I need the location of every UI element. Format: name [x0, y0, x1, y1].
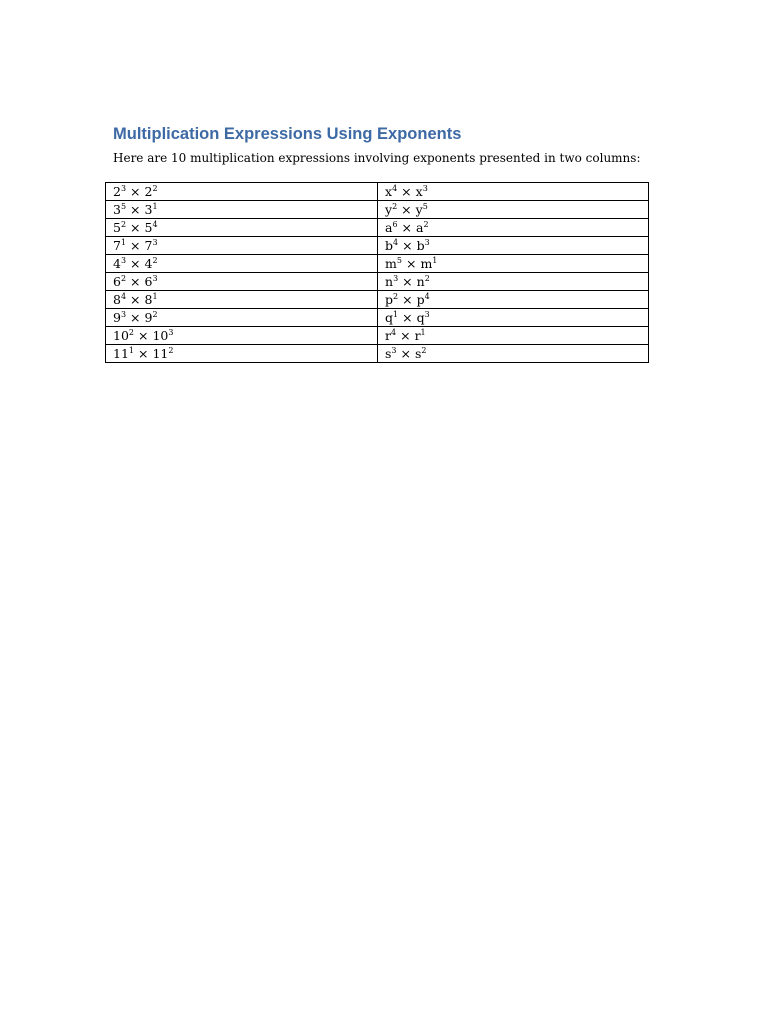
variable-expression-cell	[378, 237, 649, 255]
expression-exponent: 3	[152, 238, 158, 247]
expression-exponent: 2	[393, 292, 399, 301]
expression-exponent: 4	[390, 328, 397, 337]
expression-base: 4	[113, 256, 121, 271]
multiply-sign: ×	[402, 238, 413, 253]
expression-base: 5	[144, 220, 153, 235]
expression-exponent: 1	[152, 202, 158, 211]
expression-exponent: 4	[424, 292, 430, 301]
expression-exponent: 2	[392, 202, 398, 211]
numeric-expression-cell	[106, 183, 378, 201]
variable-expression-cell	[378, 219, 649, 237]
expression-exponent: 1	[420, 328, 426, 337]
expression-base: 6	[113, 274, 121, 289]
expression-exponent: 3	[393, 274, 399, 283]
page-title: Multiplication Expressions Using Exponents	[113, 125, 462, 143]
expression-exponent: 4	[152, 220, 158, 229]
expression-base: n	[385, 274, 394, 289]
intro-paragraph: Here are 10 multiplication expressions involving exponents presented in two columns:	[113, 151, 641, 165]
variable-expression-cell	[378, 291, 649, 309]
expression-exponent: 3	[152, 274, 158, 283]
multiply-sign: ×	[402, 292, 413, 307]
expression-base: 2	[113, 184, 121, 199]
expression-base: 3	[144, 202, 153, 217]
multiply-sign: ×	[130, 202, 141, 217]
expression-exponent: 3	[424, 310, 430, 319]
variable-expression-cell	[378, 273, 649, 291]
expression-base: a	[385, 220, 393, 235]
expression-base: 7	[113, 238, 121, 253]
expression-exponent: 1	[152, 292, 158, 301]
expression-exponent: 2	[168, 346, 174, 355]
expression-exponent: 2	[128, 328, 134, 337]
multiply-sign: ×	[130, 274, 141, 289]
expression-base: 8	[144, 292, 153, 307]
expression-base: y	[415, 202, 423, 217]
variable-expression-cell	[378, 255, 649, 273]
expression-base: 7	[144, 238, 153, 253]
expression-exponent: 2	[424, 274, 430, 283]
expressions-table	[105, 182, 649, 363]
multiply-sign: ×	[405, 256, 417, 271]
expression-base: 9	[144, 310, 153, 325]
expression-exponent: 2	[152, 184, 158, 193]
expression-exponent: 1	[120, 238, 127, 247]
multiply-sign: ×	[130, 238, 141, 253]
expression-base: a	[416, 220, 424, 235]
multiply-sign: ×	[400, 328, 411, 343]
numeric-expression-cell	[106, 291, 378, 309]
numeric-expression-cell	[106, 255, 378, 273]
expression-base: r	[385, 328, 391, 343]
expression-exponent: 2	[152, 310, 158, 319]
expression-base: x	[385, 184, 393, 199]
expression-exponent: 1	[393, 310, 399, 319]
expression-base: 3	[113, 202, 121, 217]
numeric-expression-cell	[106, 345, 378, 363]
variable-expression-cell	[378, 309, 649, 327]
expression-base: s	[385, 346, 392, 361]
expression-base: 11	[152, 346, 169, 361]
expressions-table-body	[106, 183, 649, 363]
expression-base: 6	[144, 274, 153, 289]
multiply-sign: ×	[400, 346, 411, 361]
multiply-sign: ×	[130, 220, 141, 235]
expression-exponent: 3	[120, 310, 127, 319]
expression-base: y	[385, 202, 393, 217]
multiply-sign: ×	[402, 274, 413, 289]
expression-base: r	[414, 328, 421, 343]
multiply-sign: ×	[138, 328, 149, 343]
numeric-expression-cell	[106, 237, 378, 255]
expression-exponent: 3	[168, 328, 174, 337]
variable-expression-cell	[378, 327, 649, 345]
multiply-sign: ×	[130, 184, 141, 199]
table-row	[106, 345, 649, 363]
numeric-expression-cell	[106, 219, 378, 237]
expression-base: 10	[152, 328, 169, 343]
expression-exponent: 2	[423, 220, 429, 229]
table-row	[106, 201, 649, 219]
variable-expression-cell	[378, 201, 649, 219]
expression-exponent: 2	[152, 256, 158, 265]
expression-base: 11	[113, 346, 129, 361]
expression-exponent: 3	[422, 184, 428, 193]
expression-base: b	[385, 238, 394, 253]
table-row	[106, 219, 649, 237]
expression-exponent: 4	[392, 184, 398, 193]
expression-base: 10	[113, 328, 129, 343]
multiply-sign: ×	[130, 256, 141, 271]
variable-expression-cell	[378, 183, 649, 201]
expression-base: q	[416, 310, 425, 325]
expression-base: p	[416, 292, 425, 307]
multiply-sign: ×	[401, 220, 413, 235]
expression-base: b	[416, 238, 425, 253]
expression-base: p	[385, 292, 394, 307]
table-row	[106, 273, 649, 291]
expression-exponent: 1	[128, 346, 134, 355]
multiply-sign: ×	[401, 202, 412, 217]
multiply-sign: ×	[401, 184, 412, 199]
expression-exponent: 3	[120, 184, 127, 193]
multiply-sign: ×	[130, 292, 141, 307]
table-row	[106, 237, 649, 255]
numeric-expression-cell	[106, 201, 378, 219]
expression-base: x	[415, 184, 423, 199]
variable-expression-cell	[378, 345, 649, 363]
expression-exponent: 2	[120, 274, 127, 283]
multiply-sign: ×	[130, 310, 141, 325]
expression-exponent: 4	[120, 292, 127, 301]
table-row	[106, 255, 649, 273]
numeric-expression-cell	[106, 309, 378, 327]
expression-exponent: 3	[120, 256, 127, 265]
expression-exponent: 3	[391, 346, 397, 355]
expression-base: 4	[144, 256, 153, 271]
expression-exponent: 5	[396, 256, 402, 265]
expression-exponent: 1	[432, 256, 438, 265]
numeric-expression-cell	[106, 273, 378, 291]
expression-exponent: 6	[392, 220, 398, 229]
expression-exponent: 5	[120, 202, 127, 211]
expression-base: 9	[113, 310, 121, 325]
expression-exponent: 2	[120, 220, 127, 229]
table-row	[106, 291, 649, 309]
expression-base: m	[420, 256, 433, 271]
table-row	[106, 183, 649, 201]
expression-base: 5	[113, 220, 121, 235]
expression-base: 2	[144, 184, 153, 199]
numeric-expression-cell	[106, 327, 378, 345]
table-row	[106, 327, 649, 345]
expression-exponent: 3	[424, 238, 430, 247]
expression-base: n	[416, 274, 425, 289]
expression-base: q	[385, 310, 394, 325]
expression-base: m	[385, 256, 397, 271]
expression-exponent: 5	[422, 202, 428, 211]
multiply-sign: ×	[138, 346, 149, 361]
expression-base: s	[415, 346, 422, 361]
table-row	[106, 309, 649, 327]
expression-exponent: 2	[421, 346, 427, 355]
expression-exponent: 4	[393, 238, 399, 247]
expression-base: 8	[113, 292, 121, 307]
multiply-sign: ×	[402, 310, 413, 325]
